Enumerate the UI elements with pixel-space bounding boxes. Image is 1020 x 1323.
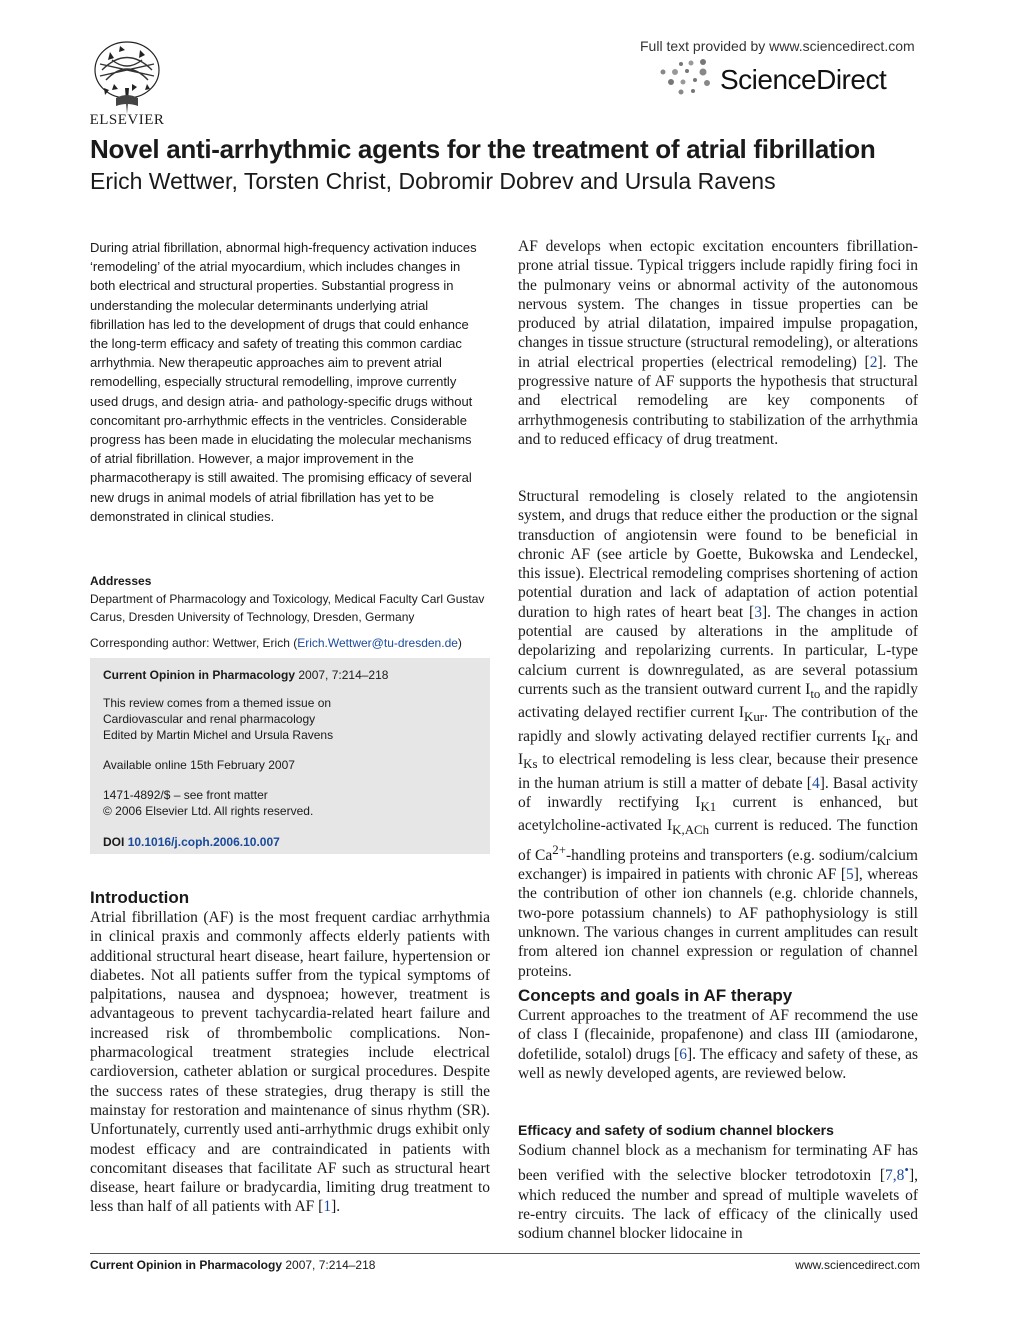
info-journal-line	[103, 667, 388, 683]
r2-text-h: current is enhanced, but acetylcholine-activated I	[518, 793, 918, 835]
ref-7-8-text: 7,8	[885, 1167, 905, 1185]
info-doi-label: DOI	[103, 835, 125, 849]
footer-divider	[90, 1253, 920, 1254]
intro-text-a: Atrial fibrillation (AF) is the most frequent cardiac arrhythmia in clinical praxis and commonly affects elderly patients with additional structural heart disease, heart failure, hypertension or diabetes. Not all patients suffer from the typical symptoms of palpitations, nausea and dyspnoea; however, treatment is advantageous to prevent tachycardia-related heart failure and increased risk of thrombembolic complications. Non-pharmacological treatment strategies include electrical cardioversion, catheter ablation or surgical procedures. Despite the success rates of these strategies, drug therapy is still the mainstay for restoration and maintenance of sinus rhythm (SR). Unfortunately, currently used anti-arrhythmic drugs exhibit only modest efficacy and are contraindicated in patients with concomitant diseases that facilitate AF such as structural heart disease, heart failure or bradycardia, limiting drug treatment to less than half of all patients with AF [	[90, 909, 490, 1216]
sodium-heading: Efficacy and safety of sodium channel blockers	[518, 1122, 834, 1138]
article-authors: Erich Wettwer, Torsten Christ, Dobromir Dobrev and Ursula Ravens	[90, 168, 776, 194]
corresponding-prefix: Corresponding author: Wettwer, Erich (	[90, 636, 298, 650]
elsevier-logo	[82, 40, 172, 130]
sub-iks: Ks	[523, 756, 538, 772]
r2-text-c: and the rapidly activating delayed rectifier current I	[518, 680, 918, 722]
addresses-text: Department of Pharmacology and Toxicology, Medical Faculty Carl Gustav Carus, Dresden University of Technology, Dresden, Germany	[90, 592, 485, 624]
r2-text-e: and I	[518, 727, 918, 769]
info-issn: 1471-4892/$ – see front matter	[103, 788, 268, 802]
sub-ikach: K,ACh	[672, 822, 710, 838]
info-doi-line	[103, 834, 280, 850]
sodium-paragraph	[518, 1141, 918, 1244]
article-title: Novel anti-arrhythmic agents for the treatment of atrial fibrillation	[90, 134, 876, 164]
ref-link-7-8[interactable]	[885, 1162, 909, 1185]
r2-text-d: . The contribution of the rapidly and slowly activating delayed rectifier currents I	[518, 704, 919, 745]
ref-link-4[interactable]: 4	[811, 774, 820, 792]
info-theme-line3: Edited by Martin Michel and Ursula Ravens	[103, 728, 334, 742]
sciencedirect-dots-icon	[657, 58, 717, 98]
info-theme-line1: This review comes from a themed issue on	[103, 696, 332, 710]
r2-text-f: to electrical remodeling is less clear, because their presence in the human atrium is still a matter of debate [	[518, 751, 918, 792]
sodium-text-b: ], which reduced the number and spread of multiple wavelets of re-entry circuits. The lack of efficacy of the clinically used sodium channel blocker lidocaine in	[518, 1167, 918, 1243]
r1-text-b: ]. The progressive nature of AF supports the hypothesis that structural and electrical remodeling are key components of arrhythmogenesis contributing to stabilization of the arrhythmia and to reduced efficacy of drug treatment.	[518, 353, 918, 448]
r2-text-j: -handling proteins and transporters (e.g. sodium/calcium exchanger) is impaired in patients with chronic AF [	[518, 846, 918, 884]
ref-link-1[interactable]: 1	[323, 1198, 332, 1216]
publisher-wordmark: ELSEVIER	[89, 112, 165, 128]
ref-link-3[interactable]: 3	[754, 603, 762, 621]
addresses-heading: Addresses	[90, 574, 152, 588]
r2-text-a: Structural remodeling is closely related to the angiotensin system, and drugs that reduce either the production or the signal transduction of angiotensin were found to be beneficial in chronic AF (see article by Goette, Bukowska and Lendeckel, this issue). Electrical remodeling comprises shortening of action potential duration and lack of adaptation of action potential duration to high rates of heart beat [	[518, 488, 918, 621]
r2-text-k: ], whereas the contribution of other ion channels (e.g. chloride channels, two-pore potassium channels) to AF pathophysiology is still unknown. The various changes in current amplitudes can result from altered ion channel expression or regulation of channel proteins.	[518, 866, 918, 980]
footer-journal-name: Current Opinion in Pharmacology	[90, 1258, 283, 1272]
footer-url[interactable]: www.sciencedirect.com	[795, 1258, 920, 1272]
introduction-heading: Introduction	[90, 888, 190, 907]
right-paragraph-1	[518, 237, 918, 449]
sub-ikr: Kr	[876, 732, 891, 748]
info-theme-line2: Cardiovascular and renal pharmacology	[103, 712, 316, 726]
ref-link-6[interactable]: 6	[679, 1045, 687, 1063]
concepts-paragraph	[518, 1006, 918, 1083]
concepts-section	[518, 986, 918, 1083]
af-development-paragraph	[518, 237, 918, 449]
info-copyright: © 2006 Elsevier Ltd. All rights reserved.	[103, 804, 314, 818]
sodium-blockers-section	[518, 1122, 918, 1244]
sub-ik1: K1	[700, 798, 717, 814]
info-citation: 2007, 7:214–218	[295, 668, 389, 682]
doi-link[interactable]: 10.1016/j.coph.2006.10.007	[127, 835, 280, 849]
concepts-text-b: ]. The efficacy and safety of these, as well as newly developed agents, are reviewed below.	[518, 1045, 918, 1082]
intro-text-b: ].	[331, 1198, 341, 1216]
addresses	[90, 572, 485, 626]
r2-text-g: ]. Basal activity of inwardly rectifying I	[518, 774, 918, 811]
info-available: Available online 15th February 2007	[103, 758, 295, 772]
sodium-text-a: Sodium channel block as a mechanism for terminating AF has been verified with the selective blocker tetrodotoxin [	[518, 1142, 918, 1185]
elsevier-tree-icon	[92, 40, 162, 114]
sub-ito: to	[810, 686, 821, 702]
corresponding-suffix: )	[457, 636, 462, 650]
footer-journal	[90, 1258, 375, 1272]
corresponding-email-link[interactable]: Erich.Wettwer@tu-dresden.de	[297, 636, 458, 650]
info-journal-name: Current Opinion in Pharmacology	[103, 668, 296, 682]
sub-ikur: Kur	[744, 709, 765, 725]
ref-7-8-bullet: •	[904, 1162, 909, 1178]
r2-text-i: current is reduced. The function of Ca	[518, 817, 919, 864]
concepts-text-a: Current approaches to the treatment of AF recommend the use of class I (flecainide, propafenone) and class III (amiodarone, dofetilide, sotalol) drugs [	[518, 1007, 918, 1063]
sciencedirect-brand[interactable]: ScienceDirect	[720, 64, 887, 95]
article-info-box	[90, 658, 490, 854]
footer-citation: 2007, 7:214–218	[282, 1258, 376, 1272]
r1-text-a: AF develops when ectopic excitation encounters fibrillation-prone atrial tissue. Typical triggers include rapidly firing foci in the pulmonary veins or abnormal activity of the autonomous nervous system. The changes in tissue properties can be produced by atrial dilatation, impaired impulse propagation, changes in tissue structure (structural remodeling), or alterations in atrial electrical properties (electrical remodeling) [	[518, 238, 918, 371]
introduction-section	[90, 888, 490, 1217]
right-paragraph-2	[518, 487, 918, 981]
remodeling-paragraph	[518, 487, 918, 981]
abstract: During atrial fibrillation, abnormal high-frequency activation induces ‘remodeling’ of the atrial myocardium, which includes changes in both electrical and structural properties. Substantial progress in understanding the molecular determinants underlying atrial fibrillation has led to the development of drugs that could enhance the long-term efficacy and safety of treating this common cardiac arrhythmia. New therapeutic approaches aim to prevent atrial remodelling, especially structural remodelling, improve currently used drugs, and design atria- and pathology-specific drugs without concomitant pro-arrhythmic effects in the ventricles. Considerable progress has been made in elucidating the molecular mechanisms of atrial fibrillation. However, a major improvement in the pharmacotherapy is still awaited. The promising efficacy of several new drugs in animal models of atrial fibrillation has yet to be demonstrated in clinical studies.	[90, 240, 477, 524]
introduction-paragraph	[90, 908, 490, 1217]
ref-link-5[interactable]: 5	[846, 866, 854, 884]
corresponding-author	[90, 636, 490, 650]
concepts-heading: Concepts and goals in AF therapy	[518, 986, 793, 1005]
r2-text-b: ]. The changes in action potential are caused by alterations in the amplitude of depolarizing and repolarizing currents. In particular, L-type calcium current is downregulated, as are several potassium currents such as the transient outward current I	[518, 603, 918, 698]
full-text-provider[interactable]: Full text provided by www.sciencedirect.com	[640, 38, 915, 54]
ref-link-2[interactable]: 2	[869, 353, 878, 371]
sup-ca: 2+	[552, 841, 566, 857]
